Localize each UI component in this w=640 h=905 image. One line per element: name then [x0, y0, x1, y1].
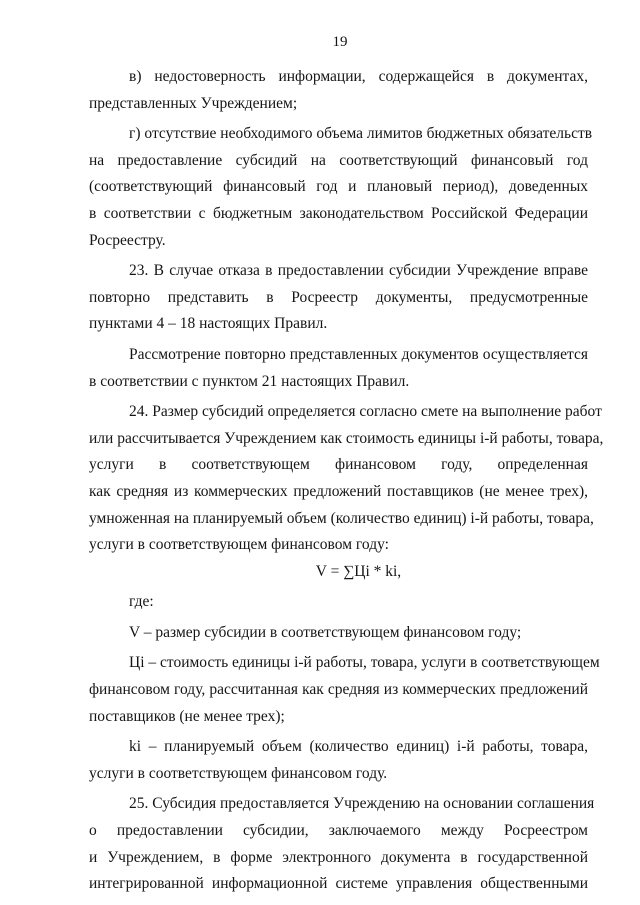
text-line: услуги в соответствующем финансовом году. [89, 764, 388, 782]
paragraph-24 [89, 399, 604, 559]
text-line: услуги в соответствующем финансовом году, определенная [89, 456, 588, 474]
paragraph-review [89, 342, 588, 395]
text-line: услуги в соответствующем финансовом году: [89, 536, 389, 554]
text-line: или рассчитывается Учреждением как стоимость единицы i-й работы, товара, [89, 429, 604, 447]
text-line: как средняя из коммерческих предложений поставщиков (не менее трех), [89, 482, 588, 500]
text-line: в соответствии с пунктом 21 настоящих Правил. [89, 372, 410, 390]
paragraph-v [89, 64, 588, 117]
text-line: Цi – стоимость единицы i-й работы, товара, услуги в соответствующем [129, 654, 600, 672]
paragraph-25 [89, 791, 595, 897]
text-line: 25. Субсидия предоставляется Учреждению на основании соглашения [129, 795, 595, 813]
text-line: (соответствующий финансовый год и плановый период), доведенных [89, 178, 588, 196]
text-line: на предоставление субсидий на соответствующий финансовый год [89, 151, 588, 169]
text-line: о предоставлении субсидии, заключаемого между Росреестром [89, 822, 588, 840]
formula: V = ∑Цi * ki, [315, 562, 402, 580]
text-line: 23. В случае отказа в предоставлении субсидии Учреждение вправе [129, 262, 588, 280]
text-line: финансовом году, рассчитанная как средняя из коммерческих предложений [89, 681, 588, 699]
text-line: интегрированной информационной системе управления общественными [89, 875, 588, 893]
legend-intro [89, 589, 588, 616]
document-body [89, 64, 604, 898]
legend-item-v [89, 620, 588, 647]
legend-item-ki [89, 734, 588, 787]
text-line: 24. Размер субсидий определяется согласно смете на выполнение работ [129, 403, 602, 421]
text-line: V – размер субсидии в соответствующем финансовом году; [129, 623, 522, 641]
text-line: представленных Учреждением; [89, 94, 298, 112]
paragraph-g [89, 121, 593, 254]
text-line: пунктами 4 – 18 настоящих Правил. [89, 315, 328, 333]
text-line: повторно представить в Росреестр документы, предусмотренные [89, 288, 588, 306]
text-line: и Учреждением, в форме электронного документа в государственной [89, 848, 588, 866]
page-number: 19 [332, 34, 348, 50]
text-line: Росреестру. [89, 231, 166, 249]
text-line: Рассмотрение повторно представленных документов осуществляется [129, 345, 588, 363]
text-line: г) отсутствие необходимого объема лимитов бюджетных обязательств [129, 125, 593, 143]
text-line: ki – планируемый объем (количество единиц) i-й работы, товара, [129, 738, 588, 756]
text-line: в) недостоверность информации, содержащейся в документах, [129, 68, 588, 85]
text-line: в соответствии с бюджетным законодательством Российской Федерации [89, 204, 588, 222]
text-line: поставщиков (не менее трех); [89, 707, 285, 725]
text-line: где: [129, 593, 154, 611]
paragraph-23 [89, 258, 588, 338]
text-line: умноженная на планируемый объем (количество единиц) i-й работы, товара, [89, 509, 594, 527]
legend-item-ci [89, 650, 600, 730]
